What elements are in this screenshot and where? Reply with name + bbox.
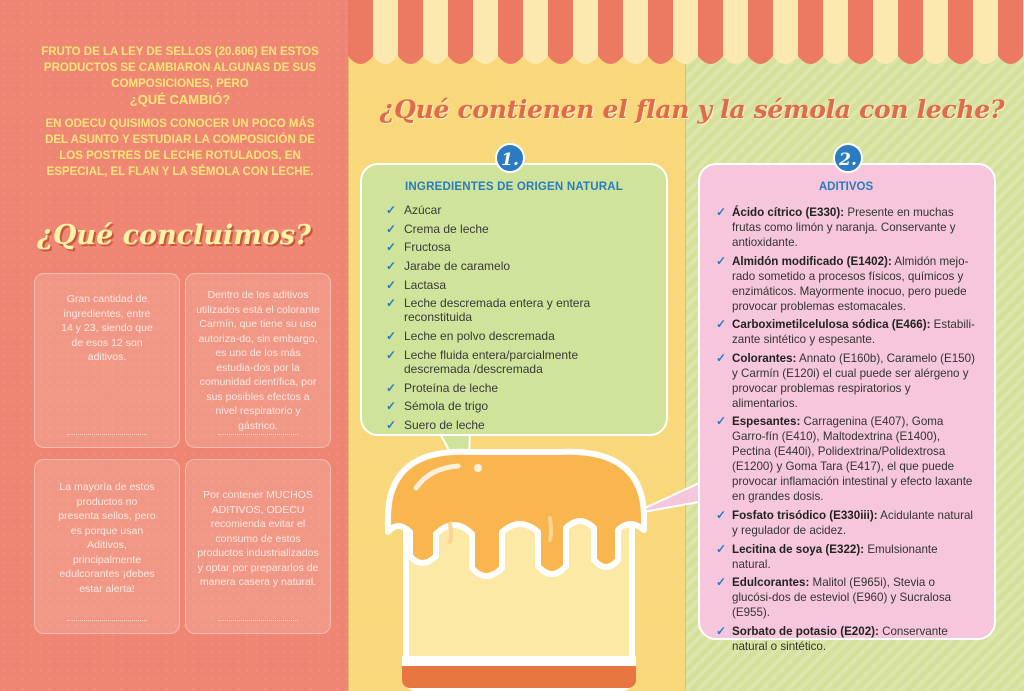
additive-description: Emulsionante natural. <box>732 542 938 571</box>
check-icon: ✓ <box>716 205 727 219</box>
ingredient-label: Azúcar <box>404 203 442 217</box>
awning-stripe <box>723 0 748 64</box>
additive-name: Ácido cítrico (E330): <box>732 206 845 219</box>
check-icon: ✓ <box>386 296 397 311</box>
additive-name: Fosfato trisódico (E330iii): <box>732 508 878 522</box>
additive-item <box>714 351 978 411</box>
additive-item <box>714 624 978 654</box>
check-icon: ✓ <box>716 350 727 365</box>
natural-ingredients-list <box>384 203 644 432</box>
additive-name: Carboximetilcelulosa sódica (E466): <box>732 318 931 332</box>
check-icon: ✓ <box>716 253 727 268</box>
check-icon: ✓ <box>386 329 397 344</box>
ingredient-item <box>384 278 644 292</box>
additive-description: Malitol (E965i), Stevia o glucósi-dos de esteviol (E960) y Sucralosa (E955). <box>732 576 952 620</box>
additive-description: Presente en muchas frutas como limón y naranja. Conservante y antioxidante. <box>732 206 956 249</box>
additives-heading: ADITIVOS <box>818 181 874 193</box>
conclusion-card-4: Por contener MUCHOS ADITIVOS, ODECU recomienda evitar el consumo de estos productos industrializados y optar por prepararlos de manera casera y natural. <box>185 459 331 634</box>
ingredient-label: Proteína de leche <box>404 380 499 395</box>
main-title: ¿Qué contienen el flan y la sémola con leche? <box>379 95 1005 124</box>
check-icon: ✓ <box>716 575 727 590</box>
awning-stripe <box>473 0 498 64</box>
check-icon: ✓ <box>386 417 397 432</box>
awning-stripe <box>973 0 998 64</box>
awning-stripe <box>623 0 648 64</box>
awning-stripe <box>798 0 823 64</box>
additive-name: Sorbato de potasio (E202): <box>732 624 879 638</box>
ingredient-label: Lactasa <box>404 277 447 292</box>
additive-description: Annato (E160b), Caramelo (E150) y Carmín (E120i) el cual puede ser alérgeno y provocar problemas respiratorios y alimentarios. <box>732 351 975 410</box>
awning-stripe <box>523 0 548 64</box>
awning-stripe <box>823 0 848 64</box>
awning-stripe <box>873 0 898 64</box>
ingredient-label: Sémola de trigo <box>404 399 489 414</box>
conclusion-card-1: Gran cantidad de ingredientes, entre 14 y 23, siendo que de esos 12 son aditivos. <box>34 273 180 448</box>
ingredient-label: Suero de leche <box>404 417 485 432</box>
ingredient-item <box>384 381 644 395</box>
additive-item <box>714 575 978 620</box>
awning-stripe <box>948 0 973 64</box>
ingredient-item <box>384 399 644 413</box>
check-icon: ✓ <box>716 507 727 522</box>
ingredient-label: Leche descremada entera y entera reconstituida <box>404 296 591 325</box>
additive-item <box>714 317 978 347</box>
awning-stripe <box>648 0 673 64</box>
additive-item <box>714 254 978 314</box>
intro-text <box>40 44 320 188</box>
check-icon: ✓ <box>386 347 397 362</box>
additive-name: Almidón modificado (E1402): <box>732 254 892 268</box>
section-number-2: 2. <box>833 143 863 173</box>
additive-item <box>714 414 978 504</box>
fold-line-1 <box>348 0 349 691</box>
ingredient-label: Leche fluida entera/parcialmente descremada /descremada <box>404 347 579 376</box>
check-icon: ✓ <box>386 221 397 236</box>
ingredient-item <box>384 203 644 217</box>
awning-stripe <box>548 0 573 64</box>
check-icon: ✓ <box>386 399 397 414</box>
natural-ingredients-panel <box>360 163 668 436</box>
conclusion-card-2: Dentro de los aditivos utilizados está el colorante Carmín, que tiene su uso autoriza-do, sin embargo, es uno de los más estudia-dos por la comunidad científica, por sus posibles efectos a nivel respiratorio y gástrico. <box>185 273 331 448</box>
additive-name: Colorantes: <box>732 351 797 365</box>
section-number-1: 1. <box>495 143 525 173</box>
ingredient-item <box>384 329 644 343</box>
awning-stripe <box>448 0 473 64</box>
ingredient-item <box>384 259 644 273</box>
ingredient-label: Jarabe de caramelo <box>404 259 511 274</box>
ingredient-item <box>384 240 644 254</box>
awning-stripe <box>898 0 923 64</box>
check-icon: ✓ <box>716 623 727 638</box>
intro-question: ¿QUÉ CAMBIÓ? <box>129 92 231 107</box>
check-icon: ✓ <box>386 380 397 395</box>
flan-cake-icon <box>380 448 652 691</box>
additive-name: Edulcorantes: <box>732 576 810 590</box>
conclusions-title: ¿Qué concluimos? <box>37 220 311 251</box>
check-icon: ✓ <box>716 414 727 429</box>
awning-stripe <box>748 0 773 64</box>
additives-panel <box>698 163 996 653</box>
check-icon: ✓ <box>386 203 397 217</box>
awning-stripe <box>423 0 448 64</box>
intro-paragraph-1: FRUTO DE LA LEY DE SELLOS (20.606) EN ESTOS PRODUCTOS SE CAMBIARON ALGUNAS DE SUS COMPOSICIONES, PERO ¿QUÉ CAMBIÓ? <box>41 46 319 107</box>
check-icon: ✓ <box>386 240 397 255</box>
natural-ingredients-heading: INGREDIENTES DE ORIGEN NATURAL <box>405 181 623 193</box>
awning-stripe <box>923 0 948 64</box>
conclusion-card-3: La mayoría de estos productos no presenta sellos, pero es porque usan Aditivos, principalmente edulcorantes ¡debes estar alerta! <box>34 459 180 634</box>
awning-stripe <box>848 0 873 64</box>
check-icon: ✓ <box>386 259 397 274</box>
ingredient-item <box>384 222 644 236</box>
awning-stripe <box>998 0 1023 64</box>
additive-description: Conservante natural o sintético. <box>732 624 948 653</box>
additive-item <box>714 542 978 572</box>
ingredient-label: Crema de leche <box>404 221 489 236</box>
left-panel <box>0 0 348 691</box>
additive-description: Acidulante natural y regulador de acidez. <box>732 508 973 537</box>
ingredient-item <box>384 418 644 432</box>
ingredient-label: Leche en polvo descremada <box>404 329 555 344</box>
additive-description: Almidón mejo-rado sometido a procesos físicos, químicos y enzimáticos. Mayormente inocuo, pero puede provocar problemas estomacales. <box>732 254 969 313</box>
additive-description: Estabili-zante sintético y espesante. <box>732 318 975 347</box>
awning-stripe <box>348 0 373 64</box>
additive-name: Lecitina de soya (E322): <box>732 542 865 556</box>
check-icon: ✓ <box>386 277 397 292</box>
additive-description: Carragenina (E407), Goma Garro-fín (E410), Maltodextrina (E1400), Pectina (E440i), Polidextrina/Polidextrosa (E1200) y Goma Tara (E417), el que puede provocar inflamación intestinal y efecto laxante en grandes dosis. <box>732 415 973 504</box>
additives-list <box>714 205 978 654</box>
additive-item <box>714 205 978 250</box>
ingredient-item <box>384 296 644 324</box>
ingredient-label: Fructosa <box>404 240 451 255</box>
awning-stripe <box>573 0 598 64</box>
check-icon: ✓ <box>716 541 727 556</box>
additive-name: Espesantes: <box>732 415 801 429</box>
awning-stripe <box>773 0 798 64</box>
striped-awning-icon <box>348 0 1024 72</box>
ingredient-item <box>384 348 644 376</box>
awning-stripe <box>698 0 723 64</box>
additive-item <box>714 508 978 538</box>
intro-paragraph-2: EN ODECU QUISIMOS CONOCER UN POCO MÁS DEL ASUNTO Y ESTUDIAR LA COMPOSICIÓN DE LOS POSTRES DE LECHE ROTULADOS, EN ESPECIAL, EL FLAN Y LA SÉMOLA CON LECHE. <box>45 118 315 178</box>
awning-stripe <box>373 0 398 64</box>
awning-stripe <box>398 0 423 64</box>
awning-stripe <box>598 0 623 64</box>
awning-stripe <box>498 0 523 64</box>
check-icon: ✓ <box>716 317 727 332</box>
awning-stripe <box>673 0 698 64</box>
